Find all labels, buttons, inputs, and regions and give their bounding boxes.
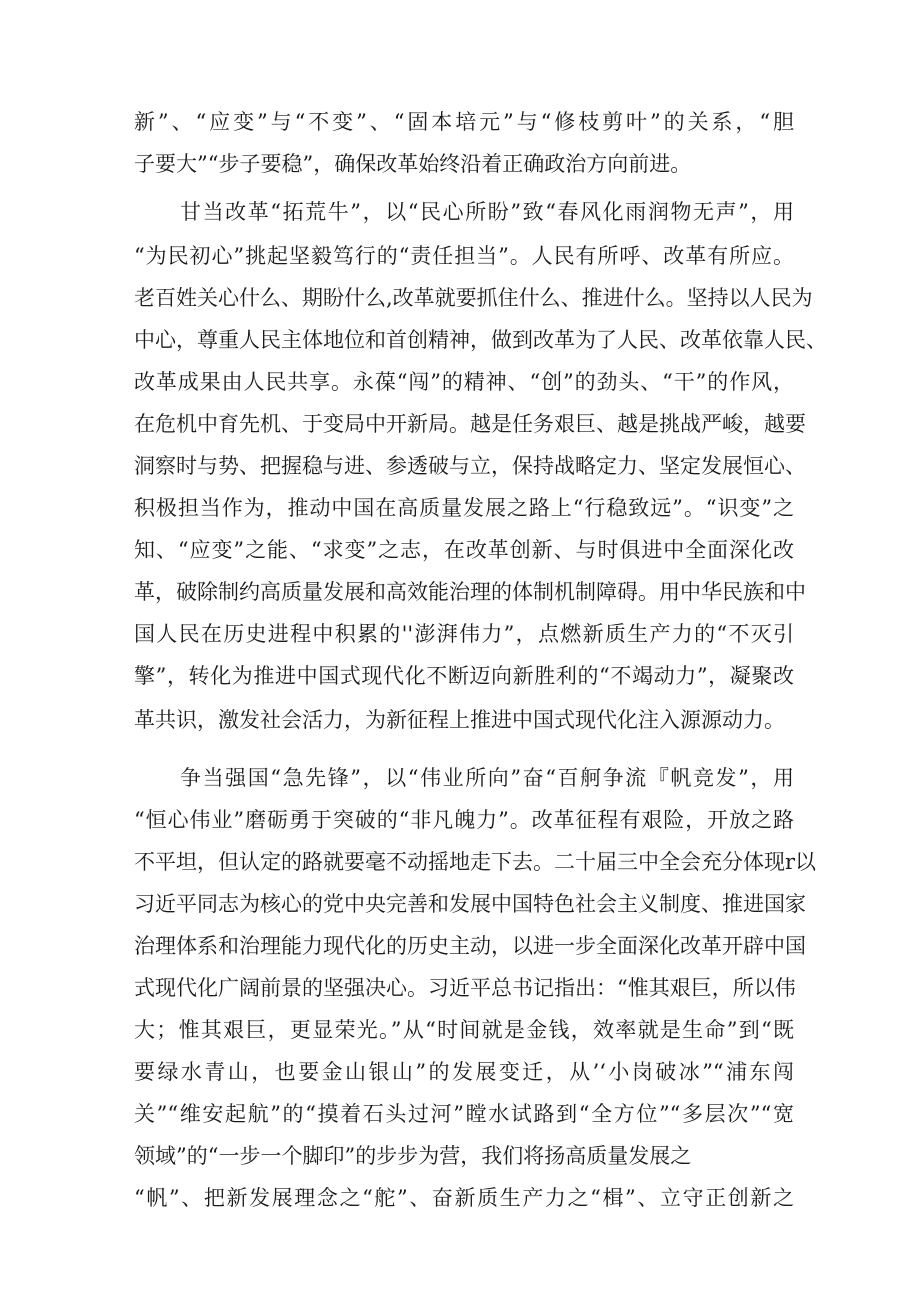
text-line: 知、“应变”之能、“求变”之志，在改革创新、与时俱进中全面深化改 [134,538,794,562]
text-line: 积极担当作为，推动中国在高质量发展之路上“行稳致远”。“识变”之 [134,496,794,520]
text-line: 改革成果由人民共享。永葆“闯”的精神、“创”的劲头、“干”的作风， [134,370,794,394]
text-line: 要绿水青山，也要金山银山”的发展变迁，从’‘小岗破冰”“浦东闯 [134,1060,794,1084]
text-line: “帆”、把新发展理念之“舵”、奋新质生产力之“楫”、立守正创新之 [134,1186,794,1210]
paragraph-start-line: 争当强国“急先锋”，以“伟业所向”奋“百舸争流『帆竞发”，用 [180,766,794,790]
text-line: 革，破除制约高质量发展和高效能治理的体制机制障碍。用中华民族和中 [134,580,806,604]
text-line: “恒心伟业”磨砺勇于突破的“非凡魄力”。改革征程有艰险，开放之路 [134,808,794,832]
text-line: 关”“维安起航”的“摸着石头过河”瞠水试路到“全方位”“多层次”“宽 [134,1102,794,1126]
text-line: 国人民在历史进程中积累的''澎湃伟力”，点燃新质生产力的“不灭引 [134,622,794,646]
text-line: 新”、“应变”与“不变”、“固本培元”与“修枝剪叶”的关系，“胆 [134,110,794,134]
text-line: 领域”的“一步一个脚印”的步步为营，我们将扬高质量发展之 [134,1144,692,1168]
text-line: “为民初心”挑起坚毅笃行的“责任担当”。人民有所呼、改革有所应。 [134,244,794,268]
text-line: 擎”，转化为推进中国式现代化不断迈向新胜利的“不竭动力”，凝聚改 [134,664,794,688]
text-line: 中心，尊重人民主体地位和首创精神，做到改革为了人民、改革依靠人民、 [134,328,827,352]
text-line: 式现代化广阔前景的坚强决心。习近平总书记指出：“惟其艰巨，所以伟 [134,976,796,1000]
text-line: 子要大”“步子要稳”，确保改革始终沿着正确政治方向前进。 [134,152,692,176]
paragraph-start-line: 甘当改革“拓荒牛”，以“民心所盼”致“春风化雨润物无声”，用 [180,200,794,224]
text-line: 老百姓关心什么、期盼什么,改革就要抓住什么、推进什么。坚持以人民为 [134,286,813,310]
text-line: 革共识，激发社会活力，为新征程上推进中国式现代化注入源源动力。 [134,708,785,732]
text-line: 大；惟其艰巨，更显荣光。”从“时间就是金钱，效率就是生命”到“既 [134,1018,794,1042]
text-line: 在危机中育先机、于变局中开新局。越是任务艰巨、越是挑战严峻，越要 [134,412,806,436]
text-line: 不平坦，但认定的路就要毫不动摇地走下去。二十届三中全会充分体现r以 [134,850,817,874]
text-line: 治理体系和治理能力现代化的历史主动，以进一步全面深化改革开辟中国 [134,934,806,958]
text-line: 习近平同志为核心的党中央完善和发展中国特色社会主义制度、推进国家 [134,892,806,916]
text-line: 洞察时与势、把握稳与进、参透破与立，保持战略定力、坚定发展恒心、 [134,454,806,478]
